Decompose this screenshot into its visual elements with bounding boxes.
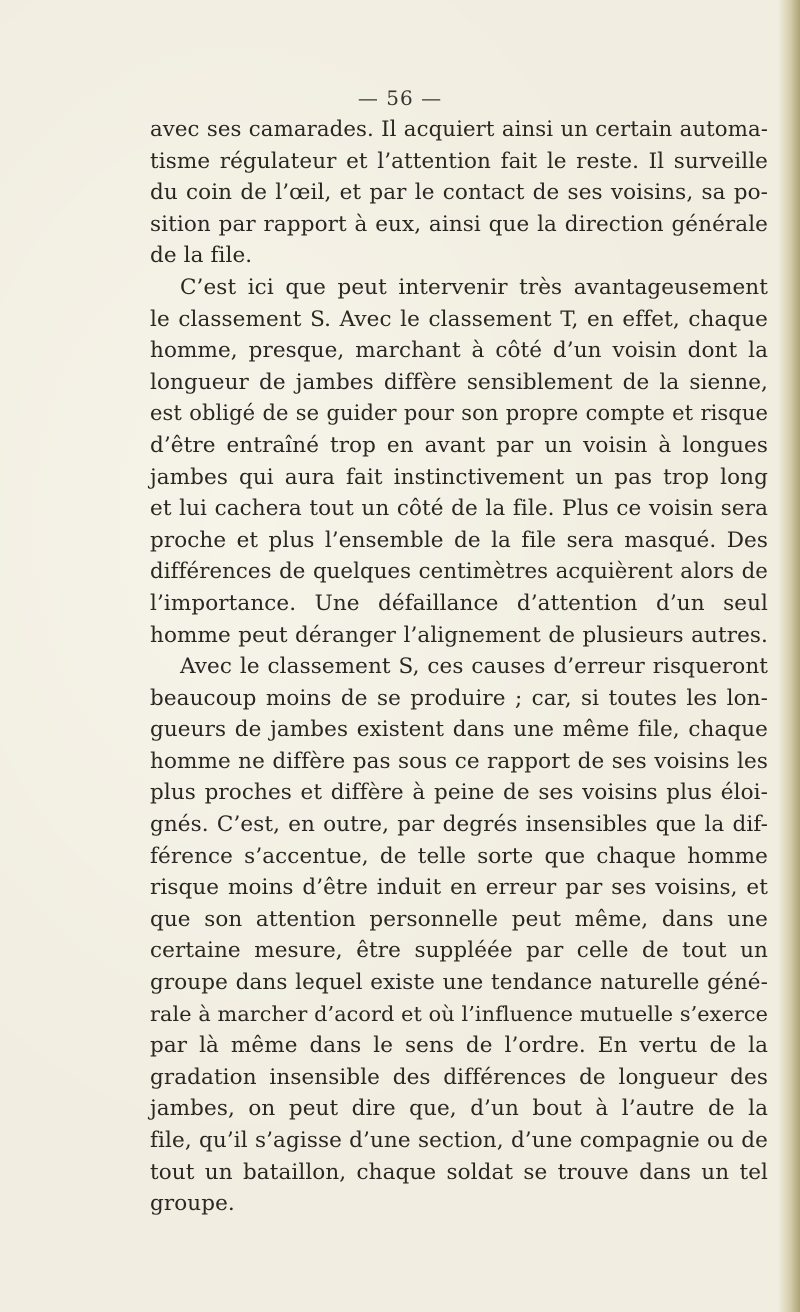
- text-line: plus proches et diffère à peine de ses voisins plus éloi-: [150, 780, 768, 806]
- text-line: file, qu’il s’agisse d’une section, d’une compagnie ou de: [150, 1128, 768, 1153]
- text-line: C’est ici que peut intervenir très avantageusement: [180, 274, 768, 300]
- text-line: homme ne diffère pas sous ce rapport de ses voisins les: [150, 748, 768, 774]
- text-line: que son attention personnelle peut même, dans une: [150, 906, 768, 932]
- text-line: groupe dans lequel existe une tendance naturelle géné-: [150, 970, 768, 996]
- text-line: différences de quelques centimètres acquièrent alors de: [150, 559, 768, 585]
- text-line: rale à marcher d’acord et où l’influence mutuelle s’exerce: [150, 1001, 768, 1026]
- text-line: gueurs de jambes existent dans une même file, chaque: [150, 717, 768, 743]
- text-line: gradation insensible des différences de longueur des: [150, 1064, 768, 1090]
- text-line: de la file.: [150, 243, 253, 269]
- text-line: jambes qui aura fait instinctivement un pas trop long: [150, 464, 768, 490]
- text-line: gnés. C’est, en outre, par degrés insensibles que la dif-: [150, 812, 768, 838]
- text-line: longueur de jambes diffère sensiblement de la sienne,: [150, 369, 768, 395]
- text-line: groupe.: [150, 1191, 235, 1217]
- text-line: férence s’accentue, de telle sorte que chaque homme: [150, 843, 768, 869]
- text-line: homme peut déranger l’alignement de plusieurs autres.: [150, 622, 768, 648]
- text-line: le classement S. Avec le classement T, en effet, chaque: [150, 306, 768, 332]
- text-line: et lui cachera tout un côté de la file. Plus ce voisin sera: [150, 496, 768, 522]
- text-line: est obligé de se guider pour son propre compte et risque: [150, 401, 768, 426]
- text-line: tisme régulateur et l’attention fait le reste. Il surveille: [150, 148, 768, 174]
- text-line: avec ses camarades. Il acquiert ainsi un certain automa-: [150, 117, 768, 142]
- text-line: d’être entraîné trop en avant par un voisin à longues: [150, 432, 768, 458]
- text-line: risque moins d’être induit en erreur par ses voisins, et: [150, 875, 768, 901]
- page-number: — 56 —: [357, 86, 443, 110]
- text-line: sition par rapport à eux, ainsi que la direction générale: [150, 211, 768, 237]
- text-line: certaine mesure, être suppléée par celle de tout un: [150, 938, 768, 964]
- text-line: Avec le classement S, ces causes d’erreur risqueront: [180, 654, 768, 680]
- text-line: beaucoup moins de se produire ; car, si toutes les lon-: [150, 685, 768, 711]
- text-line: proche et plus l’ensemble de la file sera masqué. Des: [150, 527, 768, 553]
- text-line: par là même dans le sens de l’ordre. En vertu de la: [150, 1033, 768, 1059]
- body-text: [150, 114, 768, 1220]
- text-line: du coin de l’œil, et par le contact de ses voisins, sa po-: [150, 180, 768, 206]
- text-line: tout un bataillon, chaque soldat se trouve dans un tel: [150, 1159, 768, 1185]
- page-edge-shadow: [778, 0, 800, 1312]
- text-line: l’importance. Une défaillance d’attention d’un seul: [150, 590, 768, 616]
- text-line: jambes, on peut dire que, d’un bout à l’autre de la: [150, 1096, 768, 1122]
- text-line: homme, presque, marchant à côté d’un voisin dont la: [150, 338, 768, 364]
